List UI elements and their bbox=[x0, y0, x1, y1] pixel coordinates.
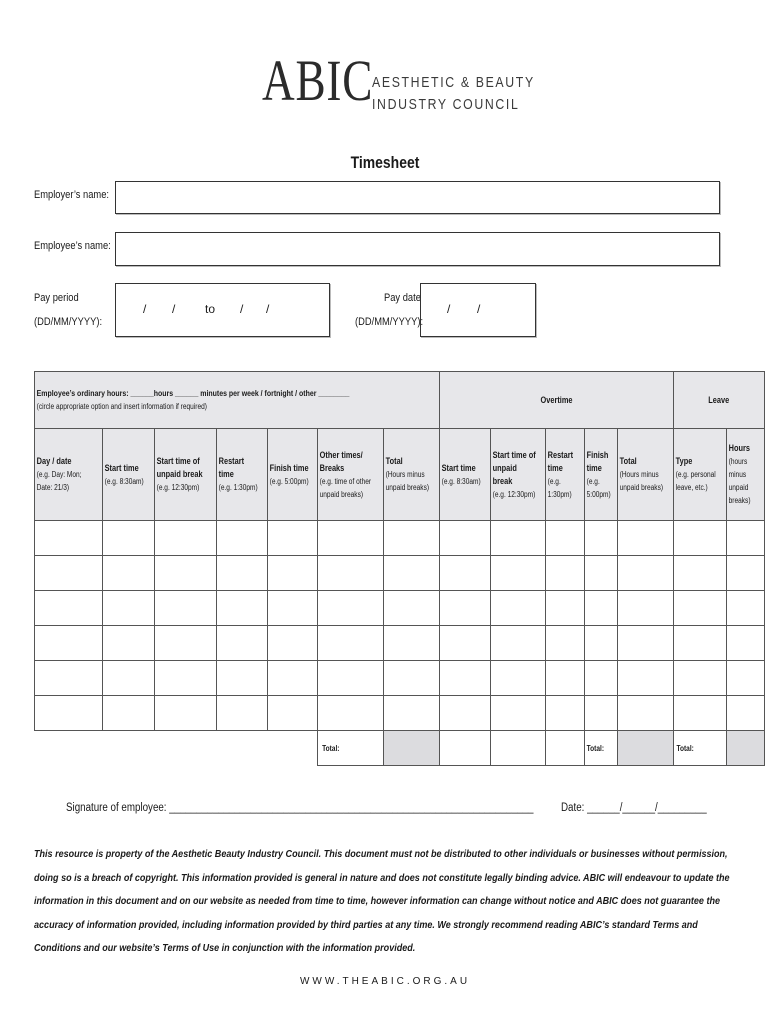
signature-line: Signature of employee: ___________________________________________________________________ bbox=[66, 802, 534, 814]
table-cell[interactable] bbox=[439, 661, 490, 696]
page-title: Timesheet bbox=[350, 153, 420, 172]
pay-period-slash: / bbox=[240, 302, 244, 316]
overtime-total-value-cell[interactable] bbox=[617, 731, 673, 766]
employee-label: Employee’s name: bbox=[34, 240, 111, 252]
total-label-cell: Total: bbox=[318, 731, 384, 766]
table-cell[interactable] bbox=[155, 696, 217, 731]
date-line: Date: ______/______/_________ bbox=[561, 802, 707, 814]
table-cell[interactable] bbox=[439, 591, 490, 626]
table-row bbox=[35, 556, 765, 591]
table-cell[interactable] bbox=[217, 696, 268, 731]
column-header: Total (Hours minus unpaid breaks) bbox=[383, 429, 439, 521]
table-cell[interactable] bbox=[726, 521, 764, 556]
website-url[interactable]: WWW.THEABIC.ORG.AU bbox=[299, 976, 471, 987]
column-header: Other times/ Breaks (e.g. time of other unpaid breaks) bbox=[318, 429, 384, 521]
pay-period-field[interactable] bbox=[115, 283, 330, 337]
ordinary-hours-cell bbox=[35, 372, 440, 429]
table-cell[interactable] bbox=[155, 521, 217, 556]
table-cell[interactable] bbox=[35, 521, 103, 556]
column-header: Restart time (e.g. 1:30pm) bbox=[217, 429, 268, 521]
table-cell[interactable] bbox=[726, 556, 764, 591]
table-cell[interactable] bbox=[267, 661, 318, 696]
table-cell[interactable] bbox=[490, 626, 546, 661]
column-header: Start time of unpaid break (e.g. 12:30pm) bbox=[490, 429, 546, 521]
timesheet-table bbox=[34, 371, 765, 766]
table-cell[interactable] bbox=[318, 626, 384, 661]
column-header: Finish time (e.g. 5:00pm) bbox=[267, 429, 318, 521]
table-total-row bbox=[35, 731, 765, 766]
table-cell[interactable] bbox=[103, 661, 155, 696]
pay-date-label: Pay date bbox=[384, 292, 421, 304]
table-cell[interactable] bbox=[546, 661, 585, 696]
abic-logo-mark: ABIC bbox=[262, 48, 374, 113]
table-cell[interactable] bbox=[155, 661, 217, 696]
table-cell[interactable] bbox=[726, 696, 764, 731]
employee-name-field[interactable] bbox=[115, 232, 720, 266]
pay-period-format-label: (DD/MM/YYYY): bbox=[34, 316, 103, 328]
table-cell[interactable] bbox=[318, 556, 384, 591]
table-cell[interactable] bbox=[673, 521, 726, 556]
table-column-header-row bbox=[35, 429, 765, 521]
table-cell[interactable] bbox=[546, 591, 585, 626]
table-cell[interactable] bbox=[217, 626, 268, 661]
table-cell[interactable] bbox=[490, 521, 546, 556]
table-group-header-row bbox=[35, 372, 765, 429]
table-row bbox=[35, 521, 765, 556]
table-cell[interactable] bbox=[155, 591, 217, 626]
table-cell[interactable] bbox=[726, 626, 764, 661]
column-header: Start time (e.g. 8:30am) bbox=[103, 429, 155, 521]
pay-period-label: Pay period bbox=[34, 292, 79, 304]
leave-header: Leave bbox=[673, 372, 764, 429]
table-cell[interactable] bbox=[673, 591, 726, 626]
table-cell[interactable] bbox=[585, 556, 617, 591]
table-cell[interactable] bbox=[546, 556, 585, 591]
table-cell[interactable] bbox=[217, 556, 268, 591]
table-cell[interactable] bbox=[585, 661, 617, 696]
table-cell[interactable] bbox=[617, 556, 673, 591]
abic-logo-text bbox=[372, 72, 535, 116]
table-cell[interactable] bbox=[103, 696, 155, 731]
table-cell[interactable] bbox=[490, 661, 546, 696]
column-header: Total (Hours minus unpaid breaks) bbox=[617, 429, 673, 521]
pay-date-slash: / bbox=[477, 302, 481, 316]
table-cell[interactable] bbox=[155, 556, 217, 591]
pay-date-format-label: (DD/MM/YYYY): bbox=[355, 316, 424, 328]
table-cell[interactable] bbox=[217, 591, 268, 626]
table-cell[interactable] bbox=[546, 626, 585, 661]
table-cell[interactable] bbox=[673, 556, 726, 591]
table-cell[interactable] bbox=[439, 521, 490, 556]
leave-total-label-cell: Total: bbox=[673, 731, 726, 766]
column-header: Start time of unpaid break (e.g. 12:30pm) bbox=[155, 429, 217, 521]
logo-line-1: AESTHETIC & BEAUTY bbox=[372, 74, 535, 91]
table-cell[interactable] bbox=[383, 591, 439, 626]
ordinary-hours-line: Employee’s ordinary hours: ______hours ______ minutes per week / fortnight / other ________ bbox=[36, 388, 350, 398]
table-cell[interactable] bbox=[217, 661, 268, 696]
table-cell[interactable] bbox=[617, 661, 673, 696]
table-row bbox=[35, 626, 765, 661]
pay-period-to: to bbox=[205, 302, 216, 316]
column-header: Day / date (e.g. Day: Mon; Date: 21/3) bbox=[35, 429, 103, 521]
table-cell[interactable] bbox=[617, 591, 673, 626]
table-cell[interactable] bbox=[318, 696, 384, 731]
table-cell[interactable] bbox=[546, 696, 585, 731]
overtime-total-label-cell: Total: bbox=[585, 731, 617, 766]
pay-date-slash: / bbox=[447, 302, 451, 316]
table-cell[interactable] bbox=[726, 661, 764, 696]
employer-name-field[interactable] bbox=[115, 181, 720, 214]
overtime-total-spacer bbox=[439, 731, 490, 766]
column-header: Hours (hours minus unpaid breaks) bbox=[726, 429, 764, 521]
table-cell[interactable] bbox=[617, 521, 673, 556]
table-cell[interactable] bbox=[103, 521, 155, 556]
table-cell[interactable] bbox=[155, 626, 217, 661]
column-header: Type (e.g. personal leave, etc.) bbox=[673, 429, 726, 521]
table-cell[interactable] bbox=[439, 626, 490, 661]
table-cell[interactable] bbox=[383, 556, 439, 591]
table-row bbox=[35, 591, 765, 626]
table-cell[interactable] bbox=[439, 556, 490, 591]
table-cell[interactable] bbox=[673, 626, 726, 661]
pay-period-slash: / bbox=[143, 302, 147, 316]
table-cell[interactable] bbox=[617, 696, 673, 731]
table-cell[interactable] bbox=[490, 556, 546, 591]
table-cell[interactable] bbox=[490, 696, 546, 731]
table-cell[interactable] bbox=[35, 591, 103, 626]
table-cell[interactable] bbox=[546, 521, 585, 556]
table-cell[interactable] bbox=[103, 626, 155, 661]
table-cell[interactable] bbox=[35, 661, 103, 696]
column-header: Start time (e.g. 8:30am) bbox=[439, 429, 490, 521]
table-cell[interactable] bbox=[267, 521, 318, 556]
table-cell[interactable] bbox=[267, 591, 318, 626]
table-cell[interactable] bbox=[318, 521, 384, 556]
table-row bbox=[35, 696, 765, 731]
pay-period-slash: / bbox=[266, 302, 270, 316]
table-cell[interactable] bbox=[585, 591, 617, 626]
table-cell[interactable] bbox=[267, 626, 318, 661]
table-cell[interactable] bbox=[35, 696, 103, 731]
table-cell[interactable] bbox=[585, 626, 617, 661]
table-cell[interactable] bbox=[35, 556, 103, 591]
table-cell[interactable] bbox=[490, 591, 546, 626]
table-cell[interactable] bbox=[103, 556, 155, 591]
table-cell[interactable] bbox=[383, 521, 439, 556]
table-cell[interactable] bbox=[267, 696, 318, 731]
table-cell[interactable] bbox=[383, 661, 439, 696]
employer-label: Employer’s name: bbox=[34, 189, 110, 201]
table-cell[interactable] bbox=[217, 521, 268, 556]
table-cell[interactable] bbox=[267, 556, 318, 591]
total-value-cell[interactable] bbox=[383, 731, 439, 766]
table-cell[interactable] bbox=[103, 591, 155, 626]
leave-total-value-cell[interactable] bbox=[726, 731, 764, 766]
pay-date-field[interactable] bbox=[420, 283, 536, 337]
column-header: Restart time (e.g. 1:30pm) bbox=[546, 429, 585, 521]
table-cell[interactable] bbox=[318, 661, 384, 696]
table-cell[interactable] bbox=[585, 521, 617, 556]
table-cell[interactable] bbox=[383, 626, 439, 661]
disclaimer-text: This resource is property of the Aesthetic Beauty Industry Council. This document must not be distributed to other individuals or businesses without permission, doing so is a breach of copyright. This information provided is general in nature and does not constitute legally binding advice. ABIC will endeavour to update the information in this document and on our website as needed from time to time, however information can change without notice and ABIC does not guarantee the accuracy of information provided, including information provided by third parties at any time. We strongly recommend reading ABIC’s standard Terms and Conditions and our website’s Terms of Use in conjunction with the information provided. bbox=[34, 848, 730, 954]
overtime-header: Overtime bbox=[439, 372, 673, 429]
column-header: Finish time (e.g. 5:00pm) bbox=[585, 429, 617, 521]
table-cell[interactable] bbox=[35, 626, 103, 661]
ordinary-hours-note: (circle appropriate option and insert information if required) bbox=[36, 402, 207, 411]
table-cell[interactable] bbox=[585, 696, 617, 731]
table-cell[interactable] bbox=[439, 696, 490, 731]
table-cell[interactable] bbox=[726, 591, 764, 626]
table-cell[interactable] bbox=[673, 696, 726, 731]
table-row bbox=[35, 661, 765, 696]
table-cell[interactable] bbox=[383, 696, 439, 731]
logo-line-2: INDUSTRY COUNCIL bbox=[372, 96, 520, 113]
table-cell[interactable] bbox=[318, 591, 384, 626]
table-cell[interactable] bbox=[673, 661, 726, 696]
pay-period-slash: / bbox=[172, 302, 176, 316]
table-cell[interactable] bbox=[617, 626, 673, 661]
